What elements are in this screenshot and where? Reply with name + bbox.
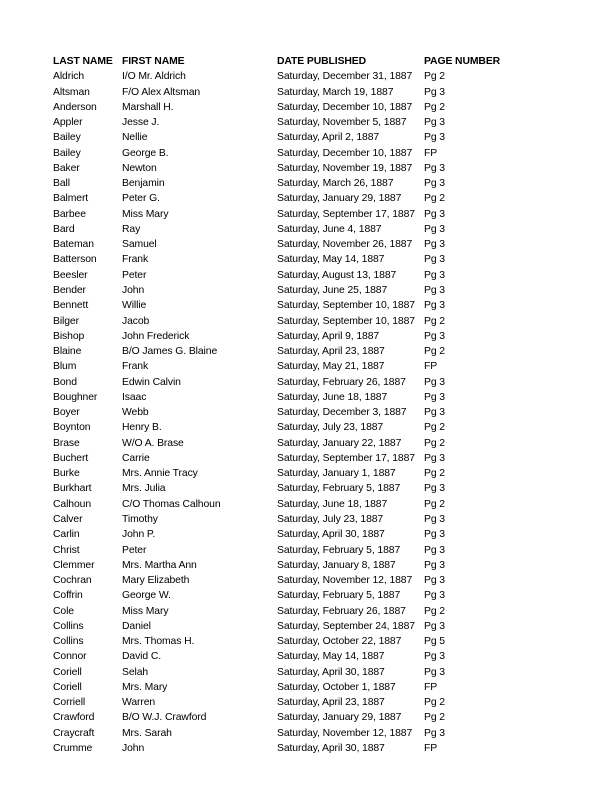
table-row	[53, 588, 565, 603]
cell-date-published: Saturday, March 26, 1887	[277, 178, 394, 190]
table-row	[53, 512, 565, 527]
table-row	[53, 100, 565, 115]
cell-last-name: Connor	[53, 651, 87, 663]
cell-date-published: Saturday, September 10, 1887	[277, 300, 415, 312]
cell-date-published: Saturday, December 10, 1887	[277, 147, 413, 159]
cell-first-name: Frank	[122, 254, 149, 266]
table-row	[53, 176, 565, 191]
cell-date-published: Saturday, January 8, 1887	[277, 559, 396, 571]
cell-date-published: Saturday, April 30, 1887	[277, 529, 385, 541]
cell-date-published: Saturday, May 14, 1887	[277, 254, 385, 266]
cell-last-name: Cole	[53, 605, 74, 617]
cell-date-published: Saturday, April 23, 1887	[277, 346, 385, 358]
cell-page-number: Pg 2	[424, 697, 445, 709]
cell-date-published: Saturday, April 30, 1887	[277, 742, 385, 754]
table-row	[53, 146, 565, 161]
cell-first-name: B/O James G. Blaine	[122, 346, 218, 358]
table-row	[53, 558, 565, 573]
cell-last-name: Bishop	[53, 330, 85, 342]
cell-first-name: Miss Mary	[122, 605, 169, 617]
cell-last-name: Calver	[53, 513, 83, 525]
cell-first-name: Peter	[122, 269, 147, 281]
cell-date-published: Saturday, July 23, 1887	[277, 422, 384, 434]
cell-last-name: Bailey	[53, 147, 81, 159]
table-row	[53, 604, 565, 619]
table-header-row	[53, 54, 565, 69]
table-row	[53, 405, 565, 420]
cell-first-name: John Frederick	[122, 330, 190, 342]
cell-date-published: Saturday, July 23, 1887	[277, 513, 384, 525]
cell-page-number: Pg 2	[424, 193, 445, 205]
cell-last-name: Bard	[53, 223, 75, 235]
cell-last-name: Clemmer	[53, 559, 95, 571]
cell-first-name: Nellie	[122, 132, 148, 144]
table-row	[53, 543, 565, 558]
cell-last-name: Bender	[53, 284, 86, 296]
cell-page-number: Pg 3	[424, 529, 445, 541]
table-row	[53, 420, 565, 435]
header-date-published: DATE PUBLISHED	[277, 56, 367, 67]
table-row	[53, 375, 565, 390]
cell-first-name: Benjamin	[122, 178, 165, 190]
cell-page-number: Pg 3	[424, 590, 445, 602]
cell-page-number: Pg 3	[424, 575, 445, 587]
cell-first-name: Jesse J.	[122, 117, 160, 129]
table-row	[53, 497, 565, 512]
cell-date-published: Saturday, May 21, 1887	[277, 361, 385, 373]
cell-last-name: Christ	[53, 544, 80, 556]
table-row	[53, 283, 565, 298]
cell-page-number: Pg 3	[424, 162, 445, 174]
cell-last-name: Bond	[53, 376, 77, 388]
table-row	[53, 466, 565, 481]
cell-date-published: Saturday, December 31, 1887	[277, 71, 413, 83]
cell-last-name: Balmert	[53, 193, 89, 205]
cell-page-number: Pg 2	[424, 71, 445, 83]
cell-last-name: Coriell	[53, 681, 82, 693]
cell-first-name: Mary Elizabeth	[122, 575, 190, 587]
cell-date-published: Saturday, February 5, 1887	[277, 544, 401, 556]
cell-page-number: Pg 3	[424, 620, 445, 632]
cell-first-name: B/O W.J. Crawford	[122, 712, 207, 724]
cell-last-name: Barbee	[53, 208, 86, 220]
cell-last-name: Batterson	[53, 254, 97, 266]
header-page-number: PAGE NUMBER	[424, 56, 501, 67]
cell-first-name: I/O Mr. Aldrich	[122, 71, 186, 83]
cell-page-number: Pg 3	[424, 727, 445, 739]
cell-last-name: Boughner	[53, 391, 98, 403]
cell-last-name: Boynton	[53, 422, 91, 434]
cell-date-published: Saturday, June 18, 1887	[277, 391, 388, 403]
table-row	[53, 665, 565, 680]
cell-page-number: Pg 3	[424, 544, 445, 556]
table-row	[53, 69, 565, 84]
cell-last-name: Coffrin	[53, 590, 83, 602]
cell-page-number: Pg 3	[424, 254, 445, 266]
table-row	[53, 207, 565, 222]
cell-last-name: Appler	[53, 117, 83, 129]
table-row	[53, 695, 565, 710]
cell-page-number: Pg 2	[424, 605, 445, 617]
table-row	[53, 344, 565, 359]
cell-page-number: FP	[424, 361, 438, 373]
cell-first-name: Newton	[122, 162, 157, 174]
cell-date-published: Saturday, September 10, 1887	[277, 315, 415, 327]
cell-page-number: Pg 3	[424, 223, 445, 235]
cell-last-name: Burke	[53, 468, 80, 480]
cell-page-number: Pg 3	[424, 269, 445, 281]
cell-page-number: Pg 2	[424, 346, 445, 358]
cell-last-name: Brase	[53, 437, 80, 449]
cell-page-number: Pg 3	[424, 239, 445, 251]
cell-first-name: Edwin Calvin	[122, 376, 181, 388]
table-row	[53, 314, 565, 329]
cell-page-number: Pg 3	[424, 300, 445, 312]
cell-last-name: Blaine	[53, 346, 82, 358]
cell-first-name: Mrs. Martha Ann	[122, 559, 197, 571]
cell-page-number: Pg 2	[424, 315, 445, 327]
table-row	[53, 680, 565, 695]
cell-last-name: Collins	[53, 620, 84, 632]
table-row	[53, 222, 565, 237]
cell-date-published: Saturday, November 12, 1887	[277, 727, 413, 739]
cell-date-published: Saturday, January 29, 1887	[277, 193, 402, 205]
table-row	[53, 237, 565, 252]
cell-date-published: Saturday, February 5, 1887	[277, 590, 401, 602]
cell-page-number: Pg 3	[424, 559, 445, 571]
cell-date-published: Saturday, January 22, 1887	[277, 437, 402, 449]
cell-date-published: Saturday, June 4, 1887	[277, 223, 382, 235]
records-table-body	[53, 69, 565, 756]
cell-last-name: Carlin	[53, 529, 80, 541]
cell-date-published: Saturday, December 10, 1887	[277, 101, 413, 113]
cell-first-name: F/O Alex Altsman	[122, 86, 201, 98]
cell-page-number: Pg 3	[424, 376, 445, 388]
cell-date-published: Saturday, November 26, 1887	[277, 239, 413, 251]
cell-first-name: Mrs. Sarah	[122, 727, 172, 739]
table-row	[53, 115, 565, 130]
table-row	[53, 649, 565, 664]
cell-last-name: Bailey	[53, 132, 81, 144]
cell-page-number: Pg 2	[424, 422, 445, 434]
cell-first-name: C/O Thomas Calhoun	[122, 498, 221, 510]
cell-first-name: Willie	[122, 300, 147, 312]
cell-date-published: Saturday, September 17, 1887	[277, 208, 415, 220]
cell-last-name: Bilger	[53, 315, 79, 327]
cell-date-published: Saturday, April 30, 1887	[277, 666, 385, 678]
cell-first-name: John	[122, 284, 145, 296]
cell-page-number: Pg 3	[424, 86, 445, 98]
cell-first-name: Warren	[122, 697, 156, 709]
cell-last-name: Ball	[53, 178, 70, 190]
cell-first-name: W/O A. Brase	[122, 437, 184, 449]
cell-page-number: Pg 3	[424, 330, 445, 342]
table-row	[53, 268, 565, 283]
table-row	[53, 298, 565, 313]
table-row	[53, 329, 565, 344]
cell-page-number: Pg 3	[424, 284, 445, 296]
cell-first-name: George B.	[122, 147, 169, 159]
cell-first-name: Peter	[122, 544, 147, 556]
cell-last-name: Bennett	[53, 300, 89, 312]
cell-last-name: Baker	[53, 162, 80, 174]
header-last-name: LAST NAME	[53, 56, 113, 67]
cell-first-name: Jacob	[122, 315, 150, 327]
cell-date-published: Saturday, April 2, 1887	[277, 132, 380, 144]
cell-page-number: Pg 3	[424, 208, 445, 220]
cell-date-published: Saturday, June 18, 1887	[277, 498, 388, 510]
cell-page-number: Pg 3	[424, 391, 445, 403]
table-row	[53, 130, 565, 145]
cell-first-name: Ray	[122, 223, 141, 235]
table-row	[53, 161, 565, 176]
cell-page-number: Pg 2	[424, 498, 445, 510]
cell-date-published: Saturday, January 1, 1887	[277, 468, 396, 480]
cell-last-name: Cochran	[53, 575, 92, 587]
cell-date-published: Saturday, November 12, 1887	[277, 575, 413, 587]
cell-first-name: George W.	[122, 590, 171, 602]
table-row	[53, 252, 565, 267]
cell-page-number: Pg 3	[424, 513, 445, 525]
cell-first-name: David C.	[122, 651, 162, 663]
table-row	[53, 573, 565, 588]
cell-page-number: Pg 5	[424, 636, 445, 648]
table-row	[53, 451, 565, 466]
cell-first-name: Peter G.	[122, 193, 160, 205]
records-table	[53, 54, 565, 756]
table-row	[53, 619, 565, 634]
table-row	[53, 726, 565, 741]
cell-last-name: Altsman	[53, 86, 90, 98]
cell-page-number: Pg 3	[424, 407, 445, 419]
cell-first-name: Samuel	[122, 239, 157, 251]
cell-last-name: Corriell	[53, 697, 86, 709]
cell-last-name: Anderson	[53, 101, 97, 113]
cell-date-published: Saturday, September 17, 1887	[277, 452, 415, 464]
cell-last-name: Collins	[53, 636, 84, 648]
table-row	[53, 710, 565, 725]
cell-page-number: Pg 2	[424, 468, 445, 480]
cell-last-name: Boyer	[53, 407, 80, 419]
cell-first-name: Carrie	[122, 452, 150, 464]
cell-date-published: Saturday, November 5, 1887	[277, 117, 407, 129]
cell-page-number: Pg 3	[424, 666, 445, 678]
cell-date-published: Saturday, October 22, 1887	[277, 636, 402, 648]
table-row	[53, 481, 565, 496]
table-row	[53, 359, 565, 374]
table-row	[53, 85, 565, 100]
cell-date-published: Saturday, February 26, 1887	[277, 605, 406, 617]
cell-page-number: Pg 3	[424, 483, 445, 495]
cell-page-number: Pg 2	[424, 712, 445, 724]
cell-first-name: Isaac	[122, 391, 147, 403]
cell-date-published: Saturday, February 26, 1887	[277, 376, 406, 388]
cell-page-number: FP	[424, 147, 438, 159]
table-row	[53, 390, 565, 405]
cell-last-name: Blum	[53, 361, 77, 373]
cell-first-name: Mrs. Thomas H.	[122, 636, 195, 648]
table-row	[53, 527, 565, 542]
cell-first-name: Selah	[122, 666, 149, 678]
cell-last-name: Calhoun	[53, 498, 92, 510]
cell-first-name: Mrs. Julia	[122, 483, 166, 495]
cell-last-name: Crumme	[53, 742, 93, 754]
cell-last-name: Bateman	[53, 239, 94, 251]
cell-date-published: Saturday, December 3, 1887	[277, 407, 407, 419]
cell-page-number: Pg 3	[424, 452, 445, 464]
cell-page-number: Pg 3	[424, 651, 445, 663]
cell-date-published: Saturday, September 24, 1887	[277, 620, 415, 632]
cell-first-name: Miss Mary	[122, 208, 169, 220]
cell-last-name: Burkhart	[53, 483, 92, 495]
cell-date-published: Saturday, November 19, 1887	[277, 162, 413, 174]
table-row	[53, 741, 565, 756]
cell-first-name: Mrs. Mary	[122, 681, 168, 693]
cell-first-name: Mrs. Annie Tracy	[122, 468, 198, 480]
cell-date-published: Saturday, April 9, 1887	[277, 330, 380, 342]
cell-page-number: Pg 2	[424, 101, 445, 113]
cell-last-name: Coriell	[53, 666, 82, 678]
cell-page-number: Pg 3	[424, 132, 445, 144]
cell-first-name: Henry B.	[122, 422, 162, 434]
cell-date-published: Saturday, April 23, 1887	[277, 697, 385, 709]
cell-date-published: Saturday, February 5, 1887	[277, 483, 401, 495]
cell-last-name: Craycraft	[53, 727, 95, 739]
cell-first-name: Frank	[122, 361, 149, 373]
table-row	[53, 436, 565, 451]
cell-date-published: Saturday, June 25, 1887	[277, 284, 388, 296]
cell-page-number: Pg 3	[424, 117, 445, 129]
cell-first-name: Marshall H.	[122, 101, 174, 113]
table-row	[53, 191, 565, 206]
cell-page-number: FP	[424, 742, 438, 754]
cell-page-number: Pg 2	[424, 437, 445, 449]
cell-first-name: John P.	[122, 529, 156, 541]
cell-first-name: John	[122, 742, 145, 754]
cell-date-published: Saturday, January 29, 1887	[277, 712, 402, 724]
cell-date-published: Saturday, October 1, 1887	[277, 681, 396, 693]
cell-last-name: Crawford	[53, 712, 95, 724]
cell-page-number: FP	[424, 681, 438, 693]
cell-date-published: Saturday, August 13, 1887	[277, 269, 397, 281]
header-first-name: FIRST NAME	[122, 56, 185, 67]
cell-first-name: Webb	[122, 407, 149, 419]
cell-last-name: Beesler	[53, 269, 88, 281]
table-row	[53, 634, 565, 649]
cell-page-number: Pg 3	[424, 178, 445, 190]
cell-first-name: Timothy	[122, 513, 158, 525]
cell-first-name: Daniel	[122, 620, 151, 632]
cell-date-published: Saturday, May 14, 1887	[277, 651, 385, 663]
cell-last-name: Buchert	[53, 452, 89, 464]
cell-date-published: Saturday, March 19, 1887	[277, 86, 394, 98]
cell-last-name: Aldrich	[53, 71, 85, 83]
